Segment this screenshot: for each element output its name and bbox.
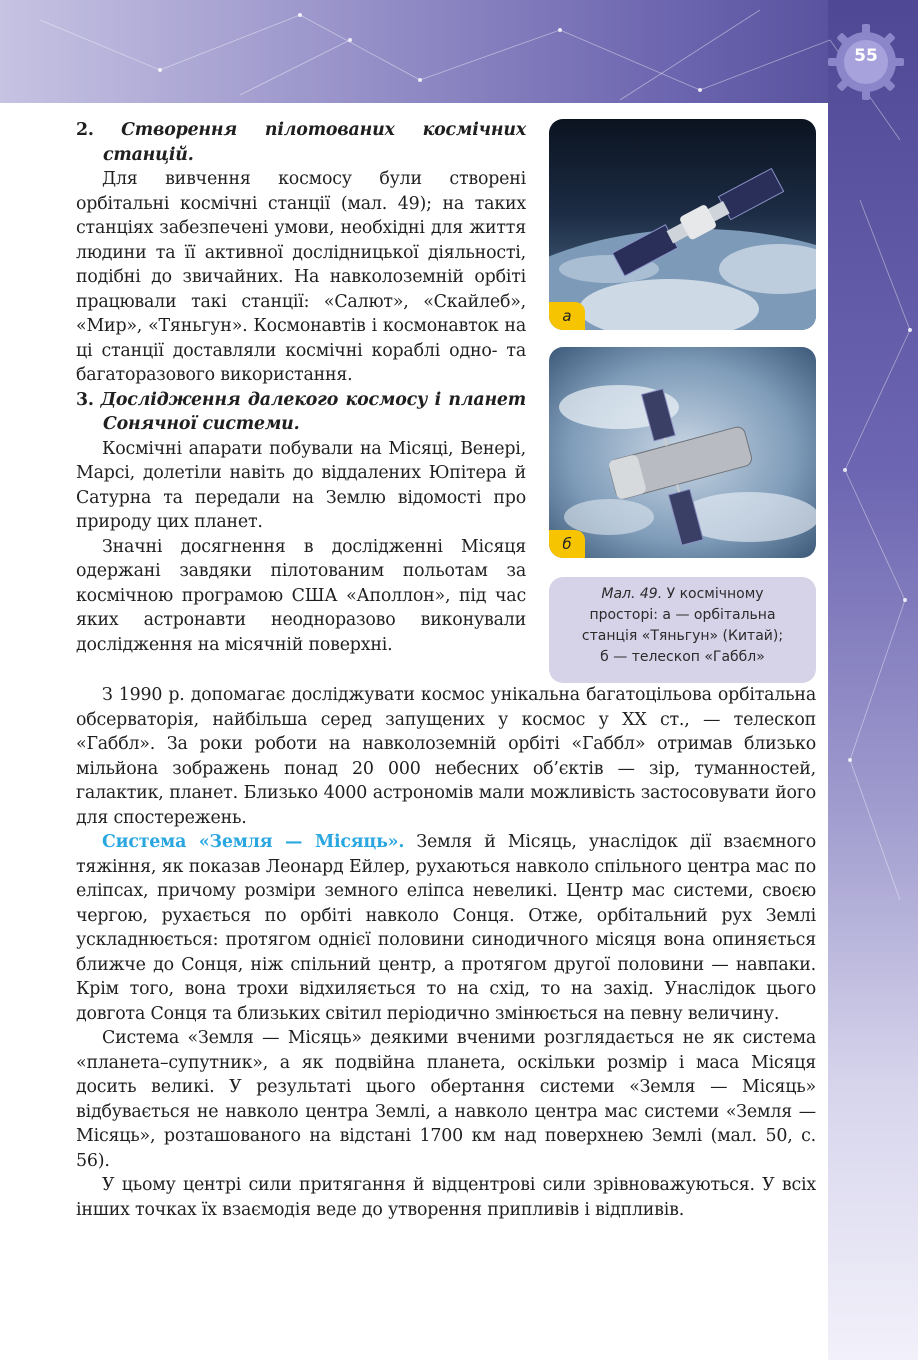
section2-body: Для вивчення космосу були створені орбітальні космічні станції (мал. 49); на таких станціях забезпечені умови, необхідні для життя людини та її активної дослідницької діяльності, подібні до звичайних. На навколоземній орбіті працювали такі станції: «Салют», «Скайлеб», «Мир», «Тяньгун». Космонавтів і космонавток на ці станції доставляли космічні кораблі одно- та багаторазового використання. — [76, 169, 526, 385]
section2-title — [103, 120, 526, 165]
hubble-image — [549, 347, 816, 558]
section3-title-line1: Дослідження далекого космосу і планет — [100, 389, 526, 410]
section2-number: 2. — [76, 120, 94, 140]
system-title: Система «Земля — Місяць». — [102, 832, 405, 852]
figure-tag-a: а — [549, 302, 585, 330]
figure-caption — [549, 577, 816, 683]
paragraph-hubble-text: З 1990 р. допомагає досліджувати космос унікальна багатоцільова орбітальна обсерваторія, найбільша серед запущених у космос у ХХ ст., — телескоп «Габбл». За роки роботи на навколоземній орбіті «Габбл» отримав близько мільйона зображень понад 20 000 небесних об’єктів — зір, туманностей, галактик, планет. Близько 4000 астрономів мали можливість застосовувати його для спостережень. — [76, 685, 816, 828]
caption-line2: просторі: а — орбітальна — [589, 607, 776, 623]
paragraph-moon: Значні досягнення в дослідженні Місяця одержані завдяки пілотованим польотам за космічною програмою США «Аполлон», під час яких астронавти неодноразово виконували дослідження на місячній поверхні. — [76, 536, 526, 655]
figure-photo-station — [549, 119, 816, 330]
caption-line1 — [549, 584, 816, 605]
section2-heading — [76, 118, 526, 167]
full-width-text — [76, 683, 816, 1222]
section3-number: 3. — [76, 389, 94, 410]
paragraph-hubble — [76, 683, 816, 830]
section3-body: Космічні апарати побували на Місяці, Венері, Марсі, долетіли навіть до віддалених Юпітера й Сатурна та передали на Землю відомості про природу цих планет. — [76, 438, 526, 532]
paragraph-system — [76, 830, 816, 1026]
section3-title — [101, 390, 526, 435]
caption-line3: станція «Тяньгун» (Китай); — [581, 628, 784, 644]
caption-label: Мал. 49. — [601, 586, 663, 602]
figure-photo-hubble — [549, 347, 816, 558]
paragraph-double-planet: Система «Земля — Місяць» деякими вченими розглядається не як система «планета–супутник», а як подвійна планета, оскільки розмір і маса Місяця досить великі. У результаті цього обертання системи «Земля — Місяць» відбувається не навколо центра Землі, а навколо центра мас системи «Земля — Місяць», розташованого на відстані 1700 км над поверхнею Землі (мал. 50, с. 56). — [76, 1028, 816, 1171]
system-body: Земля й Місяць, унаслідок дії взаємного тяжіння, як показав Леонард Ейлер, рухаються навколо спільного центра мас по еліпсах, причому розміри земного еліпса невеликі. Центр мас системи, своєю чергою, рухається по орбіті навколо Сонця. Отже, орбітальний рух Землі ускладнюється: протягом однієї половини синодичного місяця вона опиняється ближче до Сонця, ніж спільний центр, а протягом другої половини — навпаки. Крім того, вона трохи відхиляється то на схід, то на захід. Унаслідок цього довгота Сонця та близьких світил періодично змінюється на певну величину. — [76, 832, 816, 1024]
station-image — [549, 119, 816, 330]
paragraph-center: У цьому центрі сили притягання й відцентрові сили зрівноважуються. У всіх інших точках їх взаємодія веде до утворення припливів і відпливів. — [76, 1175, 816, 1220]
left-column-text — [76, 118, 526, 657]
caption-line1-text: У космічному — [662, 586, 764, 602]
figure-tag-b: б — [549, 530, 585, 558]
page-number: 55 — [854, 46, 878, 66]
section3-heading — [76, 388, 526, 437]
section2-title-line1: Створення пілотованих космічних — [121, 120, 526, 140]
section2-title-line2: станцій. — [103, 144, 194, 165]
caption-line4: б — телескоп «Габбл» — [600, 649, 765, 665]
section3-title-line2: Сонячної системи. — [103, 414, 300, 434]
